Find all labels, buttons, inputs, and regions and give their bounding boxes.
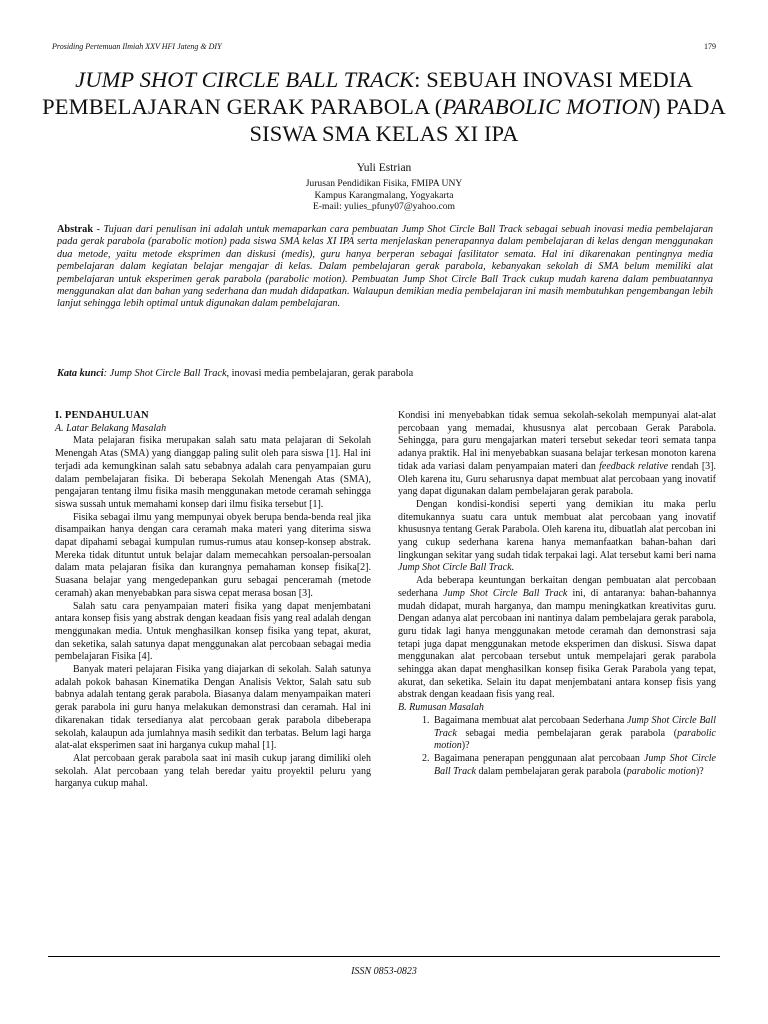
paragraph-2: Fisika sebagai ilmu yang mempunyai obyek berupa benda-benda real jika disampaikan hanya dengan cara ceramah maka materi yang diterima siswa dapat dipahami sebagai kumpulan rumus-rumus atau konsep-konsep abstrak. Mereka tidak dituntut untuk belajar dalam memecahkan persoalan-persoalan dalam mata pelajaran fisika dan kurangnya pemahaman konsep fisika[2]. Suasana belajar yang mengedepankan guru sebagai penceramah (metode ceramah) akan menyebabkan para siswa cepat merasa bosan [3].: [55, 511, 371, 599]
page-number: 179: [704, 42, 716, 51]
journal-name: Prosiding Pertemuan Ilmiah XXV HFI Jateng & DIY: [52, 42, 222, 51]
abstract-text: - Tujuan dari penulisan ini adalah untuk memaparkan cara pembuatan Jump Shot Circle Ball Track sebagai sebuah inovasi media pembelajaran pada gerak parabola (parabolic motion) pada siswa SMA kelas XI IPA serta menjelaskan penerapannya dalam pembelajaran di kelas dengan menggunakan dua metode, yaitu metode eksprimen dan diskusi (medis), guru hanya berperan sebagai fasilitator semata. Hal ini dikarenakan pentingnya media pembelajaran dalam kegiatan belajar mengajar di kelas. Dalam pembelajaran gerak parabola, kebanyakan sekolah di SMA belum memiliki alat pembelajaran untuk eksperimen gerak parabola (parabolic motion). Pembuatan Jump Shot Circle Ball Track cukup mudah karena dalam pembuatannya menggunakan alat dan bahan yang sederhana dan mudah didapatkan. Walaupun demikian media pembelajaran ini masih membutuhkan pengembangan lebih lanjut sehingga lebih optimal untuk digunakan dalam pembelajaran.: [57, 224, 713, 310]
title-text-2: : SEBUAH INOVASI MEDIA PEMBELAJARAN GERAK PARABOLA (: [42, 67, 693, 119]
subsection-b-heading: B. Rumusan Masalah: [398, 702, 484, 714]
list-item: 2. Bagaimana penerapan penggunaan alat percobaan Jump Shot Circle Ball Track dalam pembelajaran gerak parabola (parabolic motion)?: [432, 753, 716, 778]
paragraph-6: Kondisi ini menyebabkan tidak semua sekolah-sekolah mempunyai alat-alat percobaan yang memadai, khususnya alat percobaan Gerak Parabola. Sehingga, para guru mengajarkan materi tersebut sekedar teori semata tanpa adanya praktik. Hal ini menyebabkan suasana belajar terkesan monoton karena tidak ada variasi dalam penyampaian materi dan feedback relative rendah [3]. Oleh karena itu, Guru seharusnya dapat membuat alat percobaan yang inovatif yang dapat digunakan dalam pembelajaran gerak parabola.: [398, 410, 716, 498]
paper-title: [40, 66, 728, 147]
paragraph-1: Mata pelajaran fisika merupakan salah satu mata pelajaran di Sekolah Menengah Atas (SMA) yang dianggap paling sulit oleh para siswa [1]. Hal ini terjadi ada kemungkinan salah satu sebabnya adalah cara penyampaian guru dalam pembelajaran fisika. Di beberapa Sekolah Menengah Atas (SMA), pengajaran tentang ilmu fisika masih menggunakan metode ceramah sehingga siswa sussah untuk memahami konsep dari ilmu fisika tersebut [1].: [55, 435, 371, 510]
keywords: [57, 368, 713, 379]
keywords-label: Kata kunci: [57, 368, 104, 379]
author-affiliation: [0, 178, 768, 213]
author-email: E-mail: yulies_pfuny07@yahoo.com: [312, 201, 456, 212]
abstract-label: Abstrak: [57, 224, 94, 235]
paragraph-8: Ada beberapa keuntungan berkaitan dengan pembuatan alat percobaan sederhana Jump Shot Circle Ball Track ini, di antaranya: bahan-bahannya mudah didapat, murah harganya, dan mampu meningkatkan kreativitas guru. Dengan adanya alat percobaan ini nantinya dalam pembelajara gerak parabola, guru tidak lagi hanya menggunakan metode ceramah dan demonstrasi saja tetapi juga dapat menggunakan metode eksperimen dan diskusi. Siswa dapat menggunakan alat percobaan tersebut untuk mempelajari gerak parabola sehingga akan dapat menghasilkan konsep fisika Gerak Parabola yang tepat, akurat, dan seketika. Selain itu dapat menjembatani antara konsep fisis yang abstrak dengan keadaan fisis yang real.: [398, 575, 717, 701]
author-name: Yuli Estrian: [356, 162, 412, 174]
paragraph-5: Alat percobaan gerak parabola saat ini masih cukup jarang dimiliki oleh sekolah. Alat percobaan yang telah beredar yaitu proyektil peluru yang harganya cukup mahal.: [55, 752, 371, 790]
right-column: [398, 410, 716, 778]
affiliation-campus: Kampus Karangmalang, Yogyakarta: [314, 189, 454, 201]
footer-rule: [48, 956, 720, 957]
title-italic-3: PARABOLIC MOTION: [442, 94, 653, 119]
section-heading: I. PENDAHULUAN: [55, 410, 149, 421]
paragraph-3: Salah satu cara penyampaian materi fisika yang dapat menjembatani antara konsep fisis yang abstrak dengan keadaan fisis yang real adalah dengan menggunakan media. Untuk menghasilkan konsep fisika yang tepat, akurat, dan seketika, salah satunya dapat menggunakan alat percobaan sebagai media pembelajaran Fisika [4].: [55, 600, 371, 663]
paragraph-4: Banyak materi pelajaran Fisika yang diajarkan di sekolah. Salah satunya adalah pokok bahasan Kinematika Dengan Analisis Vektor, Salah satu sub babnya adalah tentang gerak parabola. Biasanya dalam menyampaikan materi gerak parabola ini guru hanya melakukan demonstrasi dan ceramah. Hal ini dikarenakan tidak tersedianya alat percobaan gerak parabola dibeberapa sekolah, kalaupun ada jumlahnya masih sedikit dan terbatas. Belum lagi harga alat-alat eksperimen saat ini harganya cukup mahal [1].: [55, 664, 371, 752]
title-italic-1: JUMP SHOT CIRCLE BALL TRACK: [75, 67, 415, 92]
subsection-a-heading: A. Latar Belakang Masalah: [55, 422, 167, 434]
affiliation-dept: Jurusan Pendidikan Fisika, FMIPA UNY: [305, 178, 463, 189]
keywords-italic: : Jump Shot Circle Ball Track: [103, 368, 227, 379]
issn-footer: ISSN 0853-0823: [351, 966, 417, 977]
abstract: [57, 224, 713, 311]
title-text-4: ) PADA SISWA SMA KELAS XI IPA: [249, 94, 726, 146]
research-questions-list: [398, 715, 716, 779]
running-header: [52, 42, 716, 51]
left-column: [55, 410, 371, 791]
keywords-rest: , inovasi media pembelajaran, gerak parabola: [226, 368, 414, 379]
list-item: 1. Bagaimana membuat alat percobaan Sederhana Jump Shot Circle Ball Track sebagai media pembelajaran gerak parabola (parabolic motion)?: [432, 715, 716, 753]
paragraph-7: Dengan kondisi-kondisi seperti yang demikian itu maka perlu ditemukannya suatu cara untuk membuat alat percobaan yang inovatif khususnya tentang Gerak Parabola. Oleh karena itu, dibuatlah alat percoban ini yang cukup sederhana karena hanya memanfaatkan bahan-bahan dari lingkungan sekitar yang sudah tidak terpakai lagi. Alat tersebut kami beri nama Jump Shot Circle Ball Track.: [398, 498, 716, 574]
